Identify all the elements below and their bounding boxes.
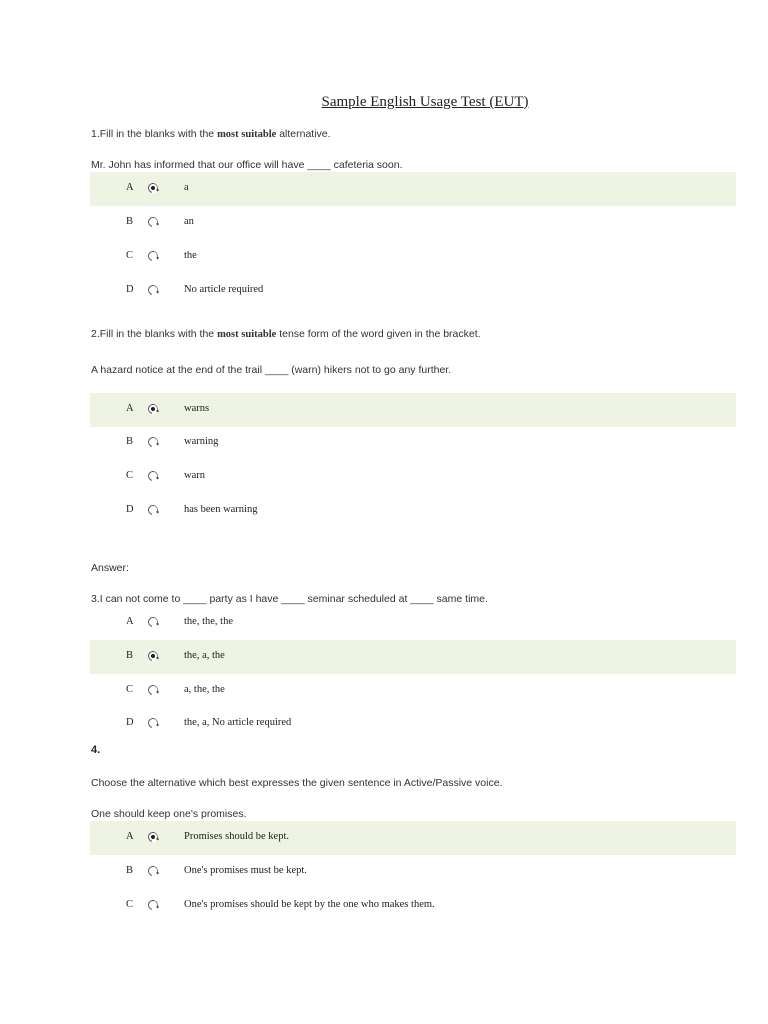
q4-option[interactable]: [90, 889, 736, 923]
option-text: the: [184, 250, 197, 261]
option-letter: C: [126, 250, 134, 261]
q4-instruction: Choose the alternative which best expresses the given sentence in Active/Passive voice.: [91, 777, 503, 789]
option-letter: A: [126, 616, 134, 627]
option-text: the, the, the: [184, 616, 233, 627]
page-title: Sample English Usage Test (EUT): [321, 94, 529, 110]
option-letter: A: [126, 831, 134, 842]
option-letter: D: [126, 717, 134, 728]
option-text: Promises should be kept.: [184, 831, 289, 842]
q2-prompt: A hazard notice at the end of the trail ____ (warn) hikers not to go any further.: [91, 364, 452, 376]
q1-option[interactable]: [90, 240, 736, 274]
option-letter: C: [126, 470, 134, 481]
q1-instruction-post: alternative.: [276, 128, 331, 140]
option-letter: B: [126, 865, 134, 876]
q3-option[interactable]: [90, 640, 736, 674]
option-text: One's promises must be kept.: [184, 865, 307, 876]
option-letter: D: [126, 284, 134, 295]
q1-option[interactable]: [90, 274, 736, 308]
q2-option[interactable]: [90, 460, 736, 494]
q2-instruction-pre: 2.Fill in the blanks with the: [91, 328, 218, 340]
q2-option[interactable]: [90, 426, 736, 460]
option-letter: B: [126, 216, 134, 227]
radio-button-icon[interactable]: [146, 215, 160, 229]
radio-button-icon[interactable]: [146, 830, 160, 844]
q3-prompt: 3.I can not come to ____ party as I have ____ seminar scheduled at ____ same time.: [91, 593, 488, 605]
option-text: has been warning: [184, 504, 258, 515]
radio-button-icon[interactable]: [146, 503, 160, 517]
q1-option[interactable]: [90, 206, 736, 240]
answer-label: Answer:: [91, 562, 129, 574]
q1-instruction-pre: 1.Fill in the blanks with the: [91, 128, 218, 140]
option-letter: D: [126, 504, 134, 515]
option-letter: B: [126, 650, 134, 661]
radio-button-icon[interactable]: [146, 716, 160, 730]
option-letter: C: [126, 684, 134, 695]
option-letter: A: [126, 403, 134, 414]
q1-option[interactable]: [90, 172, 736, 206]
radio-button-icon[interactable]: [146, 283, 160, 297]
option-text: warns: [184, 403, 210, 414]
q1-instruction: [91, 128, 331, 140]
q4-prompt: One should keep one's promises.: [91, 808, 247, 820]
q2-instruction-emphasis: most suitable: [217, 329, 277, 340]
radio-button-icon[interactable]: [146, 898, 160, 912]
option-text: warning: [184, 436, 219, 447]
q3-option[interactable]: [90, 707, 736, 741]
q4-option[interactable]: [90, 821, 736, 855]
radio-button-icon[interactable]: [146, 249, 160, 263]
radio-button-icon[interactable]: [146, 864, 160, 878]
option-text: warn: [184, 470, 205, 481]
option-text: the, a, the: [184, 650, 225, 661]
option-letter: B: [126, 436, 134, 447]
q2-instruction-post: tense form of the word given in the bracket.: [276, 328, 481, 340]
option-text: a: [184, 182, 189, 193]
q4-number: 4.: [91, 744, 101, 756]
q1-instruction-emphasis: most suitable: [217, 129, 277, 140]
option-letter: C: [126, 899, 134, 910]
q4-option[interactable]: [90, 855, 736, 889]
radio-button-icon[interactable]: [146, 402, 160, 416]
radio-button-icon[interactable]: [146, 683, 160, 697]
radio-button-icon[interactable]: [146, 469, 160, 483]
radio-button-icon[interactable]: [146, 435, 160, 449]
option-text: an: [184, 216, 194, 227]
option-text: a, the, the: [184, 684, 225, 695]
radio-button-icon[interactable]: [146, 649, 160, 663]
q3-option[interactable]: [90, 606, 736, 640]
q2-option[interactable]: [90, 393, 736, 427]
option-letter: A: [126, 182, 134, 193]
q2-option[interactable]: [90, 494, 736, 528]
option-text: One's promises should be kept by the one who makes them.: [184, 899, 435, 910]
q3-option[interactable]: [90, 674, 736, 708]
q1-prompt: Mr. John has informed that our office will have ____ cafeteria soon.: [91, 159, 403, 171]
radio-button-icon[interactable]: [146, 615, 160, 629]
q2-instruction: [91, 328, 481, 340]
option-text: the, a, No article required: [184, 717, 292, 728]
radio-button-icon[interactable]: [146, 181, 160, 195]
option-text: No article required: [184, 284, 264, 295]
